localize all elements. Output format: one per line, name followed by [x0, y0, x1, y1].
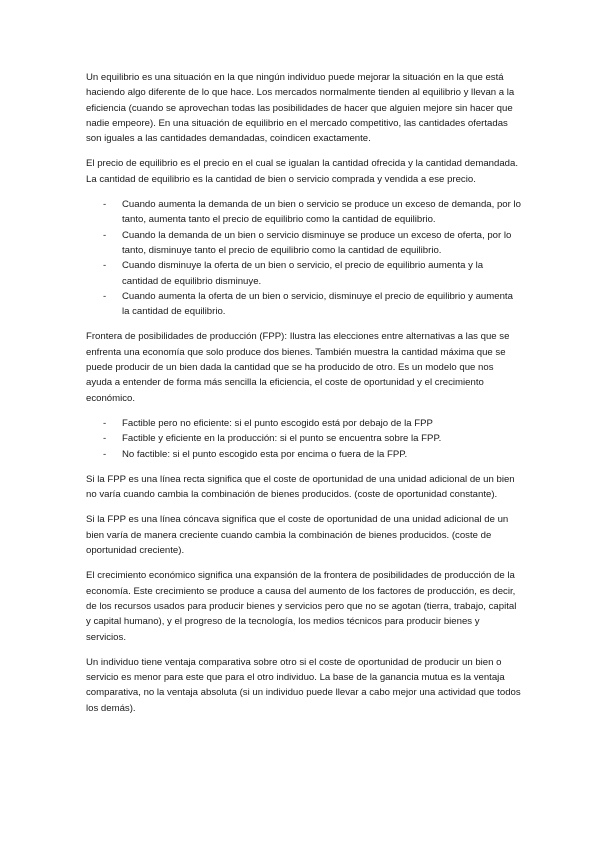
list-item — [86, 258, 521, 289]
paragraph-crecimiento-economico: El crecimiento económico significa una expansión de la frontera de posibilidades de producción de la economía. Este crecimiento se produce a causa del aumento de los factores de producción, es decir, de los recursos usados para producir bienes y servicios pero que no se agotan (tierra, trabajo, capital y capital humano), y el progreso de la tecnología, los medios técnicos para producir bienes y servicios. — [86, 570, 517, 643]
list-item-text: Factible y eficiente en la producción: si el punto se encuentra sobre la FPP. — [122, 433, 442, 445]
list-item-text: Cuando aumenta la oferta de un bien o servicio, disminuye el precio de equilibrio y aumenta la cantidad de equilibrio. — [122, 290, 513, 318]
list-item-text: Cuando aumenta la demanda de un bien o servicio se produce un exceso de demanda, por lo tanto, aumenta tanto el precio de equilibrio como la cantidad de equilibrio. — [122, 199, 521, 226]
list-item — [86, 447, 521, 462]
list-item-text: Cuando disminuye la oferta de un bien o servicio, el precio de equilibrio aumenta y la cantidad de equilibrio disminuye. — [122, 260, 484, 287]
bullet-list-equilibrio — [86, 197, 521, 319]
bullet-dash: - — [103, 448, 107, 460]
paragraph-fpp-concava: Si la FPP es una línea cóncava significa que el coste de oportunidad de una unidad adicional de un bien varía de manera creciente cuando cambia la combinación de bienes producidos. (coste de oportunidad creciente). — [86, 514, 509, 557]
list-item-text: No factible: si el punto escogido esta por encima o fuera de la FPP. — [122, 448, 408, 460]
list-item — [86, 431, 521, 446]
list-item-text: Factible pero no eficiente: si el punto escogido está por debajo de la FPP — [122, 417, 433, 429]
paragraph-equilibrio: Un equilibrio es una situación en la que ningún individuo puede mejorar la situación en la que está haciendo algo diferente de lo que hace. Los mercados normalmente tienden al equilibrio y llevan a la eficiencia (cuando se aprovechan todas las posibilidades de hacer que alguien mejore sin hacer que nadie empeore). En una situación de equilibrio en el mercado competitivo, las cantidades ofertadas son iguales a las cantidades demandadas, coindicen exactamente. — [86, 72, 515, 145]
bullet-dash: - — [103, 199, 107, 211]
paragraph-fpp: Frontera de posibilidades de producción (FPP): Ilustra las elecciones entre alternativas a las que se enfrenta una economía que solo produce dos bienes. También muestra la cantidad máxima que se puede producir de un bien dada la cantidad que se ha producido de otro. Es un modelo que nos ayuda a entender de forma más sencilla la eficiencia, el coste de oportunidad y el crecimiento económico. — [86, 331, 510, 404]
paragraph-precio-equilibrio: El precio de equilibrio es el precio en el cual se igualan la cantidad ofrecida y la cantidad demandada. La cantidad de equilibrio es la cantidad de bien o servicio comprada y vendida a ese precio. — [86, 158, 518, 185]
bullet-dash: - — [103, 417, 107, 429]
list-item — [86, 228, 521, 259]
paragraph-ventaja-comparativa: Un individuo tiene ventaja comparativa sobre otro si el coste de oportunidad de producir un bien o servicio es menor para este que para el otro individuo. La base de la ganancia mutua es la ventaja comparativa, no la ventaja absoluta (si un individuo puede llevar a cabo mejor una actividad que todos los demás). — [86, 656, 521, 714]
bullet-dash: - — [103, 229, 107, 241]
list-item — [86, 197, 521, 228]
bullet-dash: - — [103, 433, 107, 445]
paragraph-fpp-recta: Si la FPP es una línea recta significa que el coste de oportunidad de una unidad adicional de un bien no varía cuando cambia la combinación de bienes producidos. (coste de oportunidad constante). — [86, 473, 515, 501]
bullet-dash: - — [103, 290, 107, 302]
bullet-dash: - — [103, 260, 107, 272]
list-item — [86, 289, 521, 320]
list-item — [86, 416, 521, 431]
bullet-list-fpp — [86, 416, 521, 462]
list-item-text: Cuando la demanda de un bien o servicio disminuye se produce un exceso de oferta, por lo tanto, disminuye tanto el precio de equilibrio como la cantidad de equilibrio. — [122, 229, 512, 256]
